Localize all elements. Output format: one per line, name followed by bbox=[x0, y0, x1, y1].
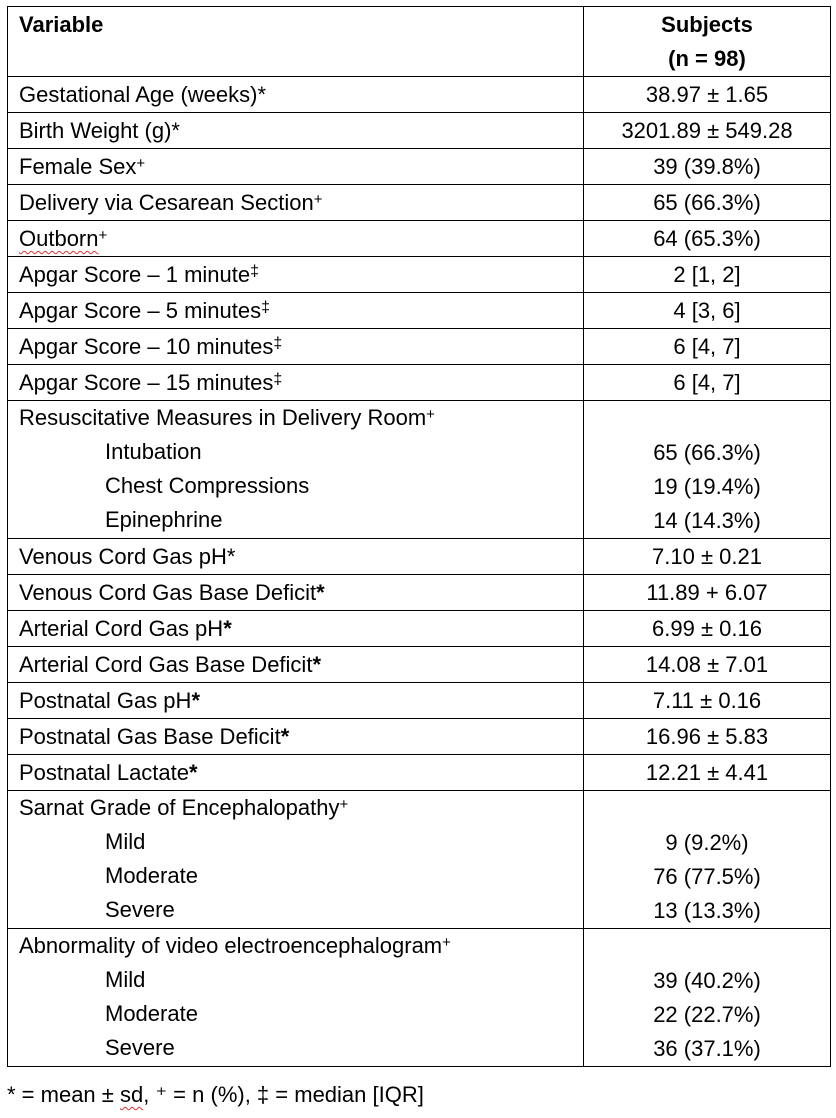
variable-cell bbox=[8, 185, 584, 221]
group-item-value: 65 (66.3%) bbox=[653, 440, 761, 465]
group-label-cell bbox=[8, 791, 584, 929]
demographics-table bbox=[7, 6, 831, 1067]
group-title-text: Resuscitative Measures in Delivery Room bbox=[19, 405, 427, 430]
group-item-label: Mild bbox=[105, 829, 146, 854]
variable-cell bbox=[8, 719, 584, 755]
variable-label: Outborn bbox=[19, 226, 99, 251]
table-row bbox=[8, 185, 831, 221]
group-value-cell bbox=[584, 791, 831, 929]
table-row bbox=[8, 329, 831, 365]
variable-marker: ‡ bbox=[250, 263, 260, 280]
value-cell: 2 [1, 2] bbox=[584, 257, 831, 293]
group-title-marker: + bbox=[339, 796, 349, 813]
footnote-star: * = mean ± bbox=[7, 1082, 114, 1107]
value-cell: 7.10 ± 0.21 bbox=[584, 539, 831, 575]
table-footnote bbox=[7, 1080, 424, 1110]
variable-label: Birth Weight (g) bbox=[19, 118, 172, 143]
variable-cell bbox=[8, 683, 584, 719]
variable-label: Postnatal Lactate bbox=[19, 760, 190, 785]
table-row-group bbox=[8, 401, 831, 539]
value-cell: 11.89 + 6.07 bbox=[584, 575, 831, 611]
table-row bbox=[8, 611, 831, 647]
group-item-value: 36 (37.1%) bbox=[653, 1036, 761, 1061]
variable-marker: * bbox=[171, 118, 180, 143]
group-item-label: Intubation bbox=[105, 439, 202, 464]
value-cell: 65 (66.3%) bbox=[584, 185, 831, 221]
group-title-marker: + bbox=[426, 406, 435, 423]
header-subjects-title: Subjects bbox=[661, 12, 753, 37]
variable-marker: + bbox=[136, 155, 146, 172]
group-item-value: 9 (9.2%) bbox=[665, 830, 749, 855]
variable-label: Gestational Age (weeks) bbox=[19, 82, 258, 107]
group-item-label: Epinephrine bbox=[105, 507, 223, 532]
header-variable: Variable bbox=[8, 7, 584, 77]
group-item-label: Severe bbox=[105, 897, 175, 922]
variable-marker: ‡ bbox=[273, 371, 283, 388]
variable-label: Venous Cord Gas pH bbox=[19, 544, 227, 569]
header-subjects bbox=[584, 7, 831, 77]
variable-marker: * bbox=[191, 688, 200, 713]
table-row bbox=[8, 575, 831, 611]
group-item-value: 13 (13.3%) bbox=[653, 898, 761, 923]
variable-label: Postnatal Gas pH bbox=[19, 688, 192, 713]
group-label-cell bbox=[8, 401, 584, 539]
value-cell: 6 [4, 7] bbox=[584, 329, 831, 365]
variable-label: Female Sex bbox=[19, 154, 137, 179]
table-row bbox=[8, 149, 831, 185]
group-title bbox=[19, 929, 583, 963]
variable-marker: * bbox=[189, 760, 198, 785]
table-row-group bbox=[8, 929, 831, 1067]
variable-cell bbox=[8, 329, 584, 365]
table-row bbox=[8, 539, 831, 575]
group-item-value: 14 (14.3%) bbox=[653, 508, 761, 533]
table-row bbox=[8, 113, 831, 149]
group-item-value: 76 (77.5%) bbox=[653, 864, 761, 889]
variable-cell bbox=[8, 257, 584, 293]
value-cell: 6.99 ± 0.16 bbox=[584, 611, 831, 647]
table-container bbox=[7, 6, 830, 1067]
value-cell: 4 [3, 6] bbox=[584, 293, 831, 329]
table-row bbox=[8, 719, 831, 755]
group-item-value: 19 (19.4%) bbox=[653, 474, 761, 499]
value-cell: 38.97 ± 1.65 bbox=[584, 77, 831, 113]
variable-label: Apgar Score – 5 minutes bbox=[19, 298, 262, 323]
group-value-cell bbox=[584, 929, 831, 1067]
table-row bbox=[8, 293, 831, 329]
table-row bbox=[8, 257, 831, 293]
variable-cell bbox=[8, 293, 584, 329]
variable-cell bbox=[8, 755, 584, 791]
value-cell: 14.08 ± 7.01 bbox=[584, 647, 831, 683]
header-subjects-n: (n = 98) bbox=[668, 46, 746, 71]
table-body bbox=[8, 77, 831, 1067]
table-row bbox=[8, 647, 831, 683]
value-cell: 7.11 ± 0.16 bbox=[584, 683, 831, 719]
variable-marker: * bbox=[226, 544, 236, 569]
variable-marker: * bbox=[316, 580, 325, 605]
table-row-group bbox=[8, 791, 831, 929]
table-row bbox=[8, 77, 831, 113]
variable-marker: ‡ bbox=[273, 335, 283, 352]
variable-marker: ‡ bbox=[261, 299, 271, 316]
group-title bbox=[19, 791, 583, 825]
variable-marker: * bbox=[223, 616, 232, 641]
variable-label: Apgar Score – 15 minutes bbox=[19, 370, 274, 395]
table-header-row bbox=[8, 7, 831, 77]
variable-marker: * bbox=[312, 652, 321, 677]
table-row bbox=[8, 755, 831, 791]
variable-cell bbox=[8, 77, 584, 113]
variable-cell bbox=[8, 149, 584, 185]
variable-label: Apgar Score – 10 minutes bbox=[19, 334, 274, 359]
group-title-marker: + bbox=[442, 934, 451, 951]
variable-marker: + bbox=[98, 227, 108, 244]
variable-cell bbox=[8, 575, 584, 611]
group-label-cell bbox=[8, 929, 584, 1067]
group-item-value: 39 (40.2%) bbox=[653, 968, 761, 993]
value-cell: 39 (39.8%) bbox=[584, 149, 831, 185]
group-title bbox=[19, 401, 583, 435]
variable-label: Delivery via Cesarean Section bbox=[19, 190, 314, 215]
variable-cell bbox=[8, 647, 584, 683]
variable-cell bbox=[8, 365, 584, 401]
variable-label: Venous Cord Gas Base Deficit bbox=[19, 580, 317, 605]
footnote-rest: , ⁺ = n (%), ‡ = median [IQR] bbox=[143, 1082, 424, 1107]
variable-label: Postnatal Gas Base Deficit bbox=[19, 724, 281, 749]
variable-cell bbox=[8, 221, 584, 257]
variable-marker: + bbox=[313, 191, 323, 208]
table-row bbox=[8, 221, 831, 257]
variable-label: Arterial Cord Gas pH bbox=[19, 616, 224, 641]
value-cell: 3201.89 ± 549.28 bbox=[584, 113, 831, 149]
footnote-sd: sd bbox=[119, 1082, 144, 1107]
variable-label: Apgar Score – 1 minute bbox=[19, 262, 251, 287]
table-row bbox=[8, 683, 831, 719]
group-item-label: Chest Compressions bbox=[105, 473, 310, 498]
group-title-text: Abnormality of video electroencephalogram bbox=[19, 933, 443, 958]
variable-cell bbox=[8, 539, 584, 575]
variable-label: Arterial Cord Gas Base Deficit bbox=[19, 652, 313, 677]
value-cell: 6 [4, 7] bbox=[584, 365, 831, 401]
group-value-cell bbox=[584, 401, 831, 539]
group-item-label: Moderate bbox=[105, 1001, 198, 1026]
value-cell: 12.21 ± 4.41 bbox=[584, 755, 831, 791]
group-title-text: Sarnat Grade of Encephalopathy bbox=[19, 795, 340, 820]
variable-cell bbox=[8, 113, 584, 149]
value-cell: 16.96 ± 5.83 bbox=[584, 719, 831, 755]
group-item-label: Mild bbox=[105, 967, 146, 992]
table-row bbox=[8, 365, 831, 401]
group-item-label: Moderate bbox=[105, 863, 198, 888]
value-cell: 64 (65.3%) bbox=[584, 221, 831, 257]
group-item-label: Severe bbox=[105, 1035, 175, 1060]
variable-cell bbox=[8, 611, 584, 647]
group-item-value: 22 (22.7%) bbox=[653, 1002, 761, 1027]
variable-marker: * bbox=[257, 82, 267, 107]
variable-marker: * bbox=[280, 724, 290, 749]
